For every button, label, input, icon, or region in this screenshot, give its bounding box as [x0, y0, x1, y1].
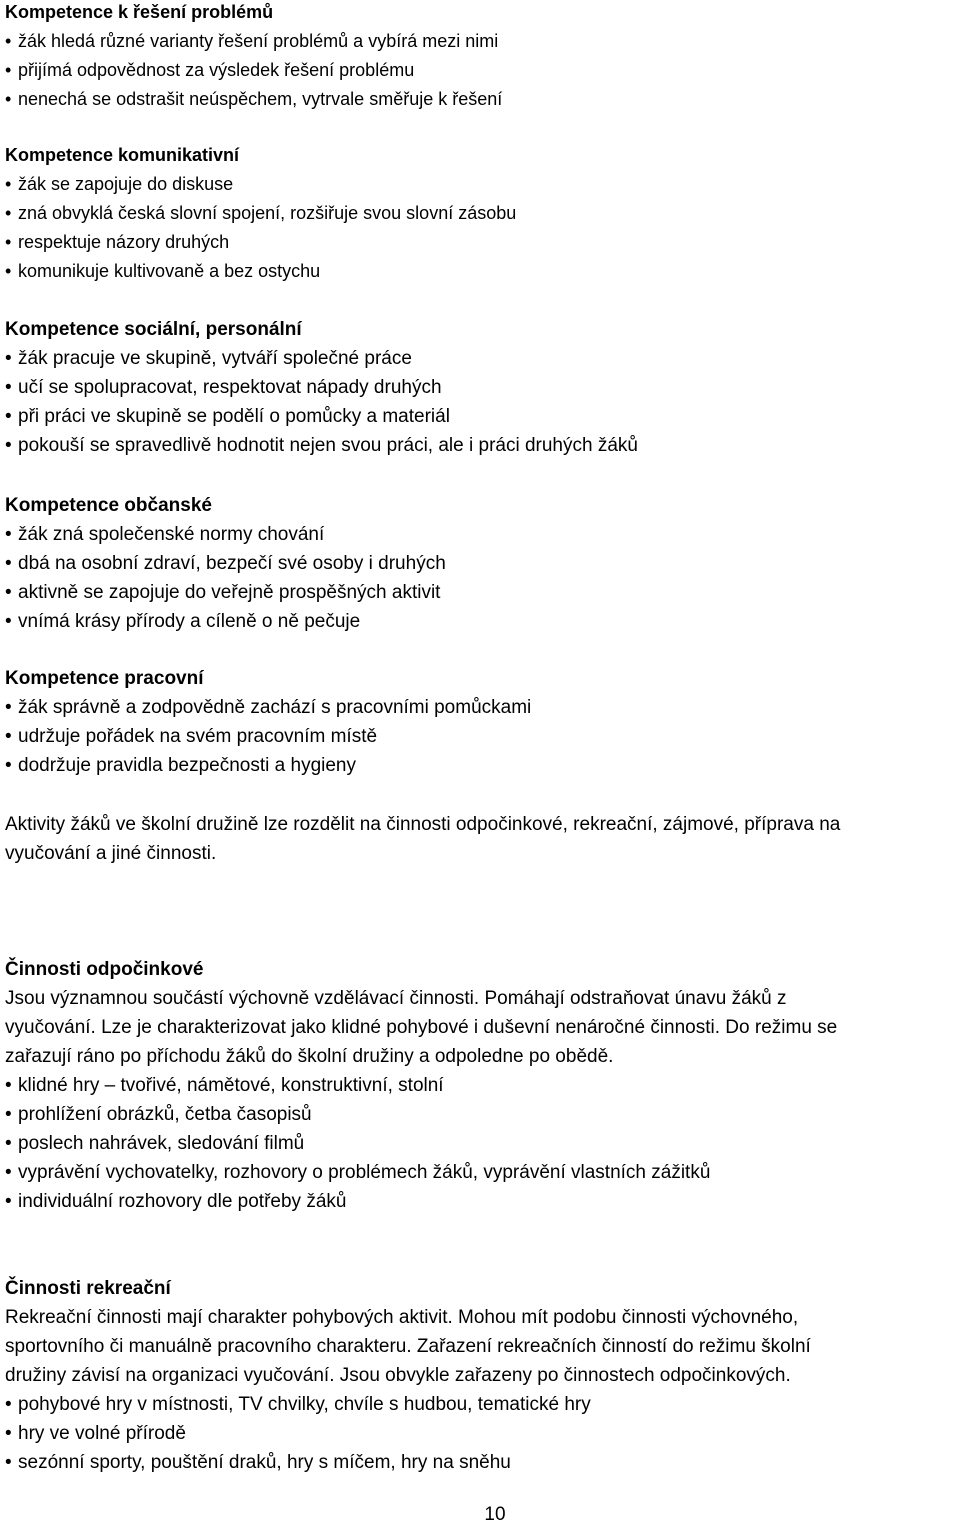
list-item: • sezónní sporty, pouštění draků, hry s míčem, hry na sněhu	[5, 1448, 957, 1477]
bullet-icon: •	[5, 1394, 12, 1415]
list-item: • komunikuje kultivovaně a bez ostychu	[5, 257, 957, 286]
section-communicative	[5, 141, 957, 286]
section-civic	[5, 491, 957, 636]
section-rest-activities	[5, 955, 957, 1216]
list-item: • vyprávění vychovatelky, rozhovory o problémech žáků, vyprávění vlastních zážitků	[5, 1158, 957, 1187]
list-item: • žák pracuje ve skupině, vytváří společné práce	[5, 344, 957, 373]
paragraph-line: zařazují ráno po příchodu žáků do školní družiny a odpoledne po obědě.	[5, 1046, 614, 1067]
paragraph-line: vyučování a jiné činnosti.	[5, 843, 217, 864]
paragraph-line: Rekreační činnosti mají charakter pohybových aktivit. Mohou mít podobu činnosti výchovného,	[5, 1307, 799, 1328]
paragraph-line: sportovního či manuálně pracovního charakteru. Zařazení rekreačních činností do režimu školní	[5, 1336, 811, 1357]
bullet-icon: •	[5, 261, 12, 281]
section-heading: Činnosti odpočinkové	[5, 959, 204, 980]
bullet-icon: •	[5, 1423, 12, 1444]
list-item: • při práci ve skupině se podělí o pomůcky a materiál	[5, 402, 957, 431]
list-item: • žák správně a zodpovědně zachází s pracovními pomůckami	[5, 693, 957, 722]
list-item: • žák hledá různé varianty řešení problémů a vybírá mezi nimi	[5, 27, 957, 56]
paragraph-line: družiny závisí na organizaci vyučování. Jsou obvykle zařazeny po činnostech odpočinkových.	[5, 1365, 791, 1386]
activities-paragraph	[5, 810, 957, 868]
bullet-icon: •	[5, 406, 12, 427]
bullet-icon: •	[5, 1075, 12, 1096]
list-item: • poslech nahrávek, sledování filmů	[5, 1129, 957, 1158]
bullet-icon: •	[5, 232, 12, 252]
section-heading: Kompetence občanské	[5, 495, 212, 516]
list-item: • hry ve volné přírodě	[5, 1419, 957, 1448]
bullet-icon: •	[5, 1133, 12, 1154]
bullet-icon: •	[5, 1452, 12, 1473]
section-heading: Kompetence pracovní	[5, 668, 204, 689]
list-item: • aktivně se zapojuje do veřejně prospěšných aktivit	[5, 578, 957, 607]
list-item: • nenechá se odstrašit neúspěchem, vytrvale směřuje k řešení	[5, 85, 957, 114]
bullet-icon: •	[5, 553, 12, 574]
list-item: • vnímá krásy přírody a cíleně o ně pečuje	[5, 607, 957, 636]
section-heading: Kompetence sociální, personální	[5, 319, 302, 340]
bullet-icon: •	[5, 1162, 12, 1183]
list-item: • individuální rozhovory dle potřeby žáků	[5, 1187, 957, 1216]
list-item: • přijímá odpovědnost za výsledek řešení problému	[5, 56, 957, 85]
bullet-icon: •	[5, 435, 12, 456]
bullet-icon: •	[5, 203, 12, 223]
list-item: • zná obvyklá česká slovní spojení, rozšiřuje svou slovní zásobu	[5, 199, 957, 228]
section-work	[5, 664, 957, 780]
list-item: • klidné hry – tvořivé, námětové, konstruktivní, stolní	[5, 1071, 957, 1100]
page-number: 10	[484, 1504, 506, 1525]
bullet-icon: •	[5, 697, 12, 718]
bullet-icon: •	[5, 348, 12, 369]
section-social-personal	[5, 315, 957, 460]
bullet-icon: •	[5, 31, 12, 51]
list-item: • pokouší se spravedlivě hodnotit nejen svou práci, ale i práci druhých žáků	[5, 431, 957, 460]
bullet-icon: •	[5, 174, 12, 194]
list-item: • pohybové hry v místnosti, TV chvilky, chvíle s hudbou, tematické hry	[5, 1390, 957, 1419]
list-item: • žák zná společenské normy chování	[5, 520, 957, 549]
bullet-icon: •	[5, 1191, 12, 1212]
bullet-icon: •	[5, 1104, 12, 1125]
bullet-icon: •	[5, 755, 12, 776]
bullet-icon: •	[5, 60, 12, 80]
list-item: • učí se spolupracovat, respektovat nápady druhých	[5, 373, 957, 402]
section-problem-solving	[5, 0, 957, 114]
list-item: • prohlížení obrázků, četba časopisů	[5, 1100, 957, 1129]
bullet-icon: •	[5, 582, 12, 603]
list-item: • dodržuje pravidla bezpečnosti a hygieny	[5, 751, 957, 780]
section-recreation-activities	[5, 1274, 957, 1477]
section-heading: Činnosti rekreační	[5, 1278, 171, 1299]
bullet-icon: •	[5, 524, 12, 545]
list-item: • dbá na osobní zdraví, bezpečí své osoby i druhých	[5, 549, 957, 578]
paragraph-line: vyučování. Lze je charakterizovat jako klidné pohybové i duševní nenáročné činnosti. Do režimu se	[5, 1017, 838, 1038]
list-item: • žák se zapojuje do diskuse	[5, 170, 957, 199]
section-heading: Kompetence komunikativní	[5, 145, 240, 165]
bullet-icon: •	[5, 377, 12, 398]
paragraph-line: Jsou významnou součástí výchovně vzdělávací činnosti. Pomáhají odstraňovat únavu žáků z	[5, 988, 787, 1009]
bullet-icon: •	[5, 89, 12, 109]
section-heading: Kompetence k řešení problémů	[5, 2, 274, 22]
bullet-icon: •	[5, 611, 12, 632]
paragraph-line: Aktivity žáků ve školní družině lze rozdělit na činnosti odpočinkové, rekreační, zájmové, příprava na	[5, 814, 841, 835]
list-item: • respektuje názory druhých	[5, 228, 957, 257]
list-item: • udržuje pořádek na svém pracovním místě	[5, 722, 957, 751]
bullet-icon: •	[5, 726, 12, 747]
